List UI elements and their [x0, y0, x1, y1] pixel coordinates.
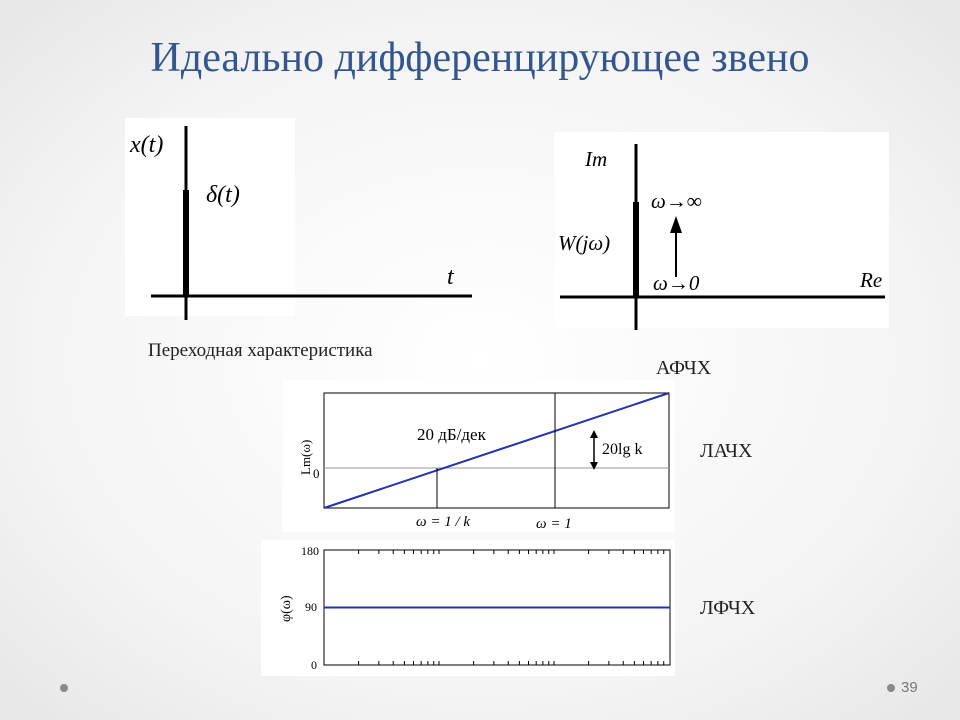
slide-title: Идеально дифференцирующее звено: [150, 35, 810, 81]
lachx-y-label: Lm(ω): [298, 439, 313, 475]
step-y-label: x(t): [130, 132, 164, 158]
lfchx-caption: ЛФЧХ: [700, 597, 756, 619]
step-impulse-label: δ(t): [206, 182, 240, 208]
step-response-caption: Переходная характеристика: [148, 340, 373, 361]
slide-number: 39: [901, 679, 918, 696]
afc-arrow-head: [670, 216, 682, 233]
lachx-slope-label: 20 дБ/дек: [417, 425, 486, 444]
lachx-plot: [283, 380, 675, 532]
afc-caption: АФЧХ: [656, 357, 712, 379]
right-bullet-dot: [887, 684, 895, 692]
lachx-caption: ЛАЧХ: [700, 440, 753, 462]
lfchx-tick-90: 90: [305, 600, 317, 614]
step-x-label: t: [447, 264, 454, 290]
lfchx-plot: [261, 540, 675, 676]
lachx-gain-arrow-head-bottom: [590, 462, 598, 470]
afc-omega-zero-label: ω→0: [653, 271, 700, 295]
lachx-gain-arrow-head-top: [590, 430, 598, 438]
lfchx-y-label: φ(ω): [279, 595, 294, 622]
afc-omega-inf-label: ω→∞: [651, 189, 702, 213]
step-response-plot: [125, 118, 475, 323]
afc-im-label: Im: [585, 147, 608, 171]
lfchx-tick-180: 180: [301, 544, 319, 558]
lachx-omega-1k-label: ω = 1 / k: [416, 514, 471, 530]
lachx-zero-tick: 0: [313, 466, 320, 481]
afc-w-label: W(jω): [558, 231, 611, 255]
afc-plot: [555, 132, 889, 332]
left-bullet-dot: [60, 684, 68, 692]
lfchx-tick-0: 0: [311, 658, 317, 672]
lachx-gain-label: 20lg k: [602, 441, 643, 458]
afc-re-label: Re: [860, 268, 883, 292]
lachx-omega-1-label: ω = 1: [536, 516, 572, 532]
